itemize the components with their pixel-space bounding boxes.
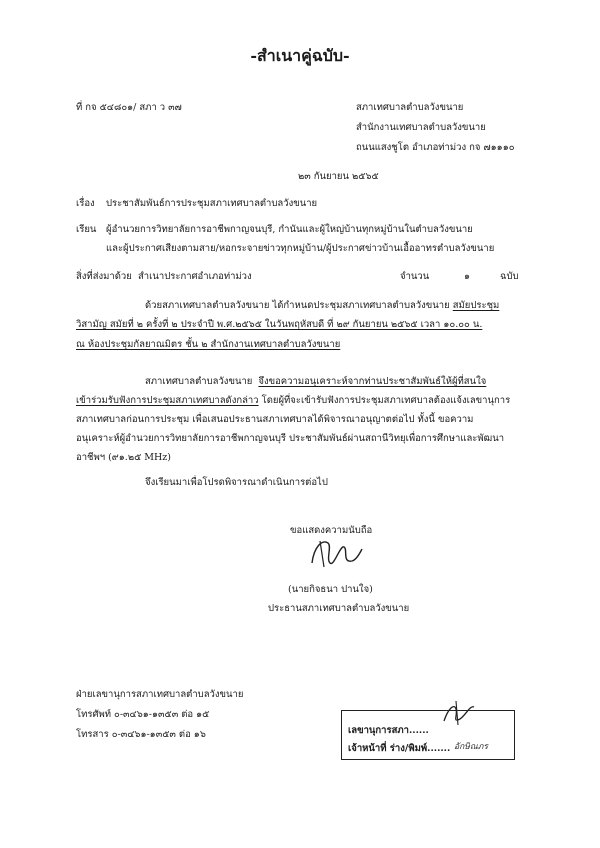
paragraph-1-session: สมัยประชุม: [452, 300, 500, 311]
recipient-label: เรียน: [76, 224, 97, 235]
approval-secretary-line: เลขานุการสภา......: [348, 725, 429, 736]
org-office: สำนักงานเทศบาลตำบลวังขนาย: [356, 122, 486, 133]
enclosure-unit: ฉบับ: [500, 271, 519, 282]
footer-phone: โทรศัพท์ ๐-๓๔๖๑-๑๓๕๓ ต่อ ๑๕: [76, 709, 210, 720]
paragraph-2-line-2: [76, 394, 510, 407]
approval-typist-initials: อักษิณภร: [454, 742, 488, 752]
paragraph-2-subject: สภาเทศบาลตำบลวังขนาย: [145, 376, 253, 387]
reference-number: ที่ กจ ๕๔๘๐๑/ สภา ว ๓๗: [76, 102, 182, 113]
signature-mark: [306, 533, 366, 573]
approval-signature-mark: [440, 699, 480, 729]
document-title: -สำเนาคู่ฉบับ-: [250, 46, 350, 65]
paragraph-1-line-1: [145, 299, 499, 312]
closing-text: ขอแสดงความนับถือ: [290, 525, 373, 536]
enclosure-qty: ๑: [464, 271, 471, 282]
signatory-name: (นายกิจธนา ปานใจ): [288, 584, 373, 595]
enclosure-qty-label: จำนวน: [400, 271, 430, 282]
paragraph-1-line-2: วิสามัญ สมัยที่ ๒ ครั้งที่ ๒ ประจำปี พ.ศ.๒๕๖๕ ในวันพฤหัสบดี ที่ ๒๙ กันยายน ๒๕๖๕ เวลา ๑๐.๐๐ น.: [76, 319, 483, 330]
footer-fax: โทรสาร ๐-๓๔๖๑-๑๓๕๓ ต่อ ๑๖: [76, 729, 206, 740]
paragraph-1-intro: ด้วยสภาเทศบาลตำบลวังขนาย ได้กำหนดประชุมสภาเทศบาลตำบลวังขนาย: [145, 300, 450, 311]
paragraph-2-line-1: [145, 375, 486, 388]
org-address: ถนนแสงชูโต อำเภอท่าม่วง กจ ๗๑๑๑๐: [356, 142, 515, 153]
paragraph-2-line-3: สภาเทศบาลก่อนการประชุม เพื่อเสนอประธานสภาเทศบาลได้พิจารณาอนุญาตต่อไป ทั้งนี้ ขอความ: [76, 414, 474, 425]
document-date: ๒๓ กันยายน ๒๕๖๕: [298, 171, 379, 182]
recipient-line-2: และผู้ประกาศเสียงตามสาย/หอกระจายข่าวทุกหมู่บ้าน/ผู้ประกาศข่าวบ้านเอื้ออาทรตำบลวังขนาย: [106, 243, 495, 254]
paragraph-2-attend: เข้าร่วมรับฟังการประชุมสภาเทศบาลดังกล่าว: [76, 395, 259, 406]
signatory-position: ประธานสภาเทศบาลตำบลวังขนาย: [268, 603, 410, 614]
enclosure-text: สำเนาประกาศอำเภอท่าม่วง: [138, 271, 252, 282]
paragraph-1-line-3: ณ ห้องประชุมกัลยาณมิตร ชั้น ๒ สำนักงานเทศบาลตำบลวังขนาย: [76, 339, 341, 350]
paragraph-2-line-5: อาชีพฯ (๙๑.๒๕ MHz): [76, 452, 172, 463]
paragraph-2-request: จึงขอความอนุเคราะห์จากท่านประชาสัมพันธ์ให้ผู้ที่สนใจ: [258, 376, 487, 387]
enclosure-label: สิ่งที่ส่งมาด้วย: [76, 271, 132, 282]
approval-typist-line: เจ้าหน้าที่ ร่าง/พิมพ์.......: [348, 743, 451, 754]
paragraph-2-line-4: อนุเคราะห์ผู้อำนวยการวิทยาลัยการอาชีพกาญจนบุรี ประชาสัมพันธ์ผ่านสถานีวิทยุเพื่อการศึกษาและพัฒนา: [76, 433, 505, 444]
approval-box: [341, 710, 515, 760]
recipient-line-1: ผู้อำนวยการวิทยาลัยการอาชีพกาญจนบุรี, กำนันและผู้ใหญ่บ้านทุกหมู่บ้านในตำบลวังขนาย: [106, 224, 473, 235]
paragraph-2-notify: โดยผู้ที่จะเข้ารับฟังการประชุมสภาเทศบาลต้องแจ้งเลขานุการ: [261, 395, 511, 406]
footer-department: ฝ่ายเลขานุการสภาเทศบาลตำบลวังขนาย: [76, 689, 244, 700]
paragraph-3: จึงเรียนมาเพื่อโปรดพิจารณาดำเนินการต่อไป: [145, 477, 328, 488]
subject-label: เรื่อง: [76, 198, 95, 209]
subject-text: ประชาสัมพันธ์การประชุมสภาเทศบาลตำบลวังขนาย: [106, 198, 318, 209]
org-name: สภาเทศบาลตำบลวังขนาย: [356, 102, 464, 113]
